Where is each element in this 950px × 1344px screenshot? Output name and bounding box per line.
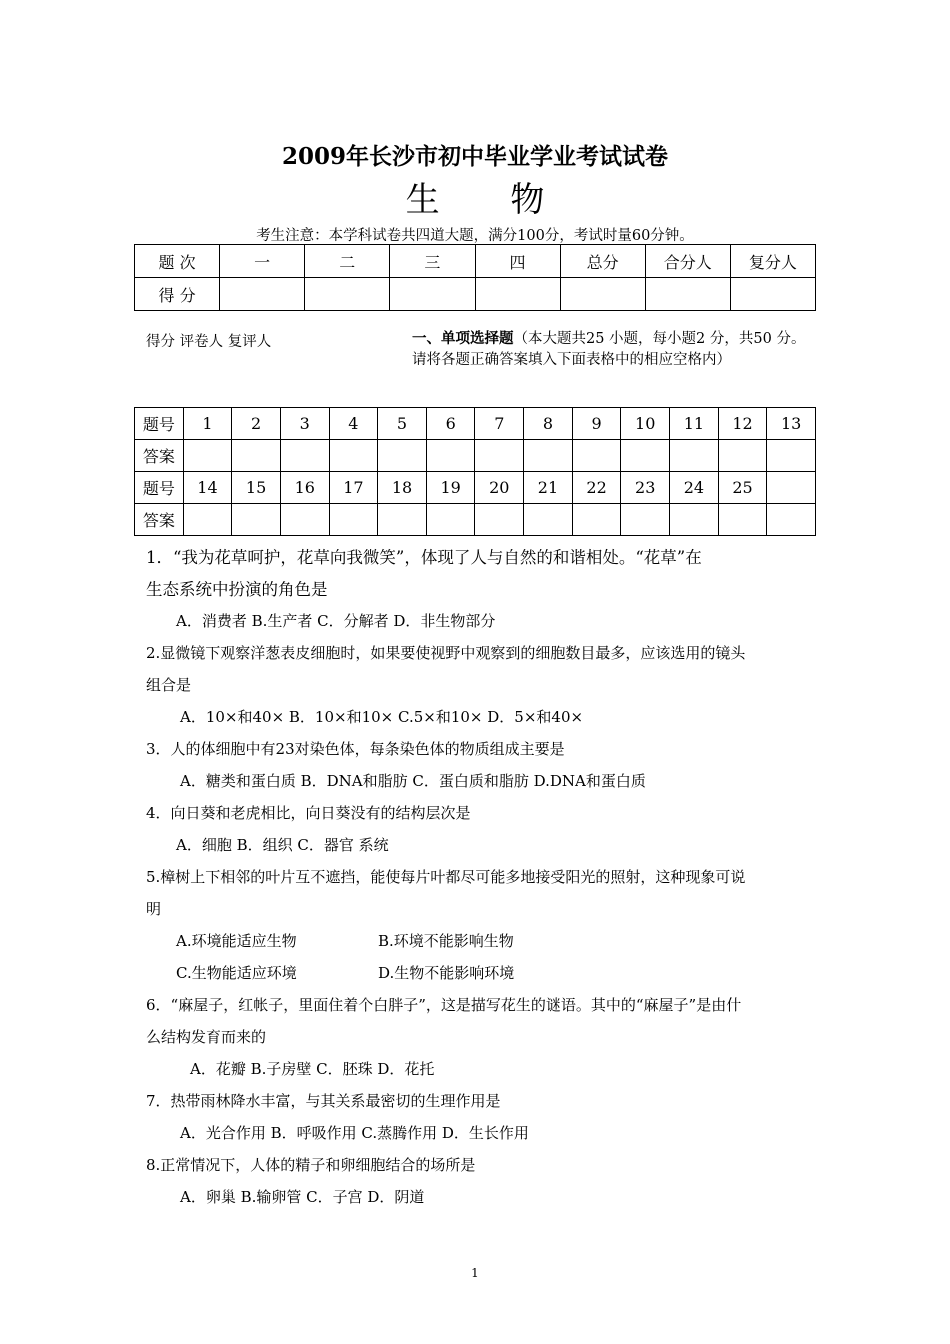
question-7-options: A．光合作用 B．呼吸作用 C.蒸腾作用 D．生长作用	[180, 1124, 529, 1142]
answer-table-answer-row	[135, 504, 816, 536]
answer-label: 答案	[135, 504, 184, 536]
question-2-options: A．10×和40× B．10×和10× C.5×和10× D．5×和40×	[180, 708, 584, 726]
answer-label: 答案	[135, 440, 184, 472]
qnum-cell: 25	[718, 472, 767, 504]
qnum-cell: 20	[475, 472, 524, 504]
answer-cell[interactable]	[183, 440, 232, 472]
question-5-option-a: A.环境能适应生物	[176, 932, 297, 950]
question-6-options: A．花瓣 B.子房壁 C．胚珠 D．花托	[190, 1060, 435, 1078]
answer-cell[interactable]	[232, 504, 281, 536]
exam-notice: 考生注意：本学科试卷共四道大题，满分100分，考试时量60分钟。	[256, 228, 694, 244]
answer-cell[interactable]	[280, 504, 329, 536]
answer-table-qnum-row	[135, 472, 816, 504]
answer-table-answer-row	[135, 440, 816, 472]
qnum-cell: 23	[621, 472, 670, 504]
answer-cell[interactable]	[378, 504, 427, 536]
answer-cell[interactable]	[329, 504, 378, 536]
qnum-label: 题号	[135, 472, 184, 504]
section1-title: 一、单项选择题	[412, 330, 514, 347]
qnum-cell: 18	[378, 472, 427, 504]
qnum-cell: 13	[767, 408, 816, 440]
section1-desc2: 请将各题正确答案填入下面表格中的相应空格内）	[412, 352, 731, 368]
score-row-label: 得 分	[135, 278, 220, 311]
score-cell[interactable]	[730, 278, 815, 311]
score-header-cell: 总分	[560, 245, 645, 278]
exam-subject: 生 物	[405, 180, 575, 220]
answer-cell[interactable]	[183, 504, 232, 536]
answer-table-qnum-row	[135, 408, 816, 440]
qnum-cell: 9	[572, 408, 621, 440]
answer-cell[interactable]	[572, 504, 621, 536]
question-4-options: A．细胞 B．组织 C．器官 系统	[176, 836, 389, 854]
page-number: 1	[471, 1266, 479, 1280]
score-cell[interactable]	[475, 278, 560, 311]
qnum-cell: 17	[329, 472, 378, 504]
answer-cell[interactable]	[524, 440, 573, 472]
qnum-cell: 8	[524, 408, 573, 440]
answer-table	[134, 407, 816, 536]
question-1-line1: 1．“我为花草呵护，花草向我微笑”，体现了人与自然的和谐相处。“花草”在	[146, 548, 702, 567]
answer-cell[interactable]	[329, 440, 378, 472]
answer-cell[interactable]	[572, 440, 621, 472]
score-cell[interactable]	[560, 278, 645, 311]
qnum-cell: 7	[475, 408, 524, 440]
qnum-cell: 6	[426, 408, 475, 440]
answer-cell[interactable]	[280, 440, 329, 472]
qnum-label: 题号	[135, 408, 184, 440]
qnum-cell: 19	[426, 472, 475, 504]
grader-labels: 得分 评卷人 复评人	[146, 334, 272, 350]
qnum-cell: 3	[280, 408, 329, 440]
question-2-line2: 组合是	[146, 676, 192, 694]
qnum-cell: 21	[524, 472, 573, 504]
question-5-option-c: C.生物能适应环境	[176, 964, 297, 982]
question-6-line1: 6．“麻屋子，红帐子，里面住着个白胖子”，这是描写花生的谜语。其中的“麻屋子”是由什	[146, 996, 742, 1014]
qnum-cell: 2	[232, 408, 281, 440]
answer-cell[interactable]	[232, 440, 281, 472]
question-5-option-d: D.生物不能影响环境	[378, 964, 515, 982]
answer-cell[interactable]	[475, 504, 524, 536]
question-3-line1: 3．人的体细胞中有23对染色体，每条染色体的物质组成主要是	[146, 740, 565, 758]
question-4-line1: 4．向日葵和老虎相比，向日葵没有的结构层次是	[146, 804, 471, 822]
qnum-cell: 10	[621, 408, 670, 440]
score-header-cell: 二	[305, 245, 390, 278]
qnum-cell: 16	[280, 472, 329, 504]
answer-cell[interactable]	[670, 440, 719, 472]
answer-cell[interactable]	[524, 504, 573, 536]
question-5-line1: 5.樟树上下相邻的叶片互不遮挡，能使每片叶都尽可能多地接受阳光的照射，这种现象可说	[146, 868, 746, 886]
qnum-cell: 1	[183, 408, 232, 440]
score-header-cell: 复分人	[730, 245, 815, 278]
score-header-cell: 一	[220, 245, 305, 278]
question-3-options: A．糖类和蛋白质 B．DNA和脂肪 C．蛋白质和脂肪 D.DNA和蛋白质	[180, 772, 646, 790]
question-2-line1: 2.显微镜下观察洋葱表皮细胞时，如果要使视野中观察到的细胞数目最多，应该选用的镜头	[146, 644, 746, 662]
question-5-line2: 明	[146, 900, 162, 918]
score-cell[interactable]	[645, 278, 730, 311]
score-cell[interactable]	[390, 278, 475, 311]
question-1-line2: 生态系统中扮演的角色是	[146, 580, 328, 599]
qnum-cell: 24	[670, 472, 719, 504]
question-8-line1: 8.正常情况下，人体的精子和卵细胞结合的场所是	[146, 1156, 476, 1174]
question-6-line2: 么结构发育而来的	[146, 1028, 267, 1046]
answer-cell[interactable]	[670, 504, 719, 536]
question-7-line1: 7．热带雨林降水丰富，与其关系最密切的生理作用是	[146, 1092, 501, 1110]
qnum-cell: 4	[329, 408, 378, 440]
score-header-cell: 合分人	[645, 245, 730, 278]
qnum-cell: 22	[572, 472, 621, 504]
qnum-cell	[767, 472, 816, 504]
question-8-options: A．卵巢 B.输卵管 C．子宫 D．阴道	[180, 1188, 425, 1206]
score-header-cell: 四	[475, 245, 560, 278]
answer-cell[interactable]	[621, 440, 670, 472]
answer-cell[interactable]	[767, 440, 816, 472]
section1-heading	[412, 328, 842, 371]
answer-cell[interactable]	[718, 504, 767, 536]
exam-title: 2009年长沙市初中毕业学业考试试卷	[281, 143, 668, 170]
qnum-cell: 12	[718, 408, 767, 440]
score-header-cell: 三	[390, 245, 475, 278]
question-5-option-b: B.环境不能影响生物	[378, 932, 514, 950]
score-cell[interactable]	[220, 278, 305, 311]
answer-cell[interactable]	[475, 440, 524, 472]
question-1-options: A．消费者 B.生产者 C．分解者 D．非生物部分	[176, 612, 496, 630]
answer-cell[interactable]	[426, 440, 475, 472]
answer-cell[interactable]	[718, 440, 767, 472]
score-table	[134, 244, 816, 311]
answer-cell[interactable]	[426, 504, 475, 536]
score-table-score-row	[135, 278, 816, 311]
qnum-cell: 14	[183, 472, 232, 504]
answer-cell[interactable]	[621, 504, 670, 536]
qnum-cell: 15	[232, 472, 281, 504]
score-table-header-row	[135, 245, 816, 278]
answer-cell[interactable]	[767, 504, 816, 536]
qnum-cell: 11	[670, 408, 719, 440]
section1-desc1: （本大题共25 小题，每小题2 分，共50 分。	[513, 331, 806, 347]
answer-cell[interactable]	[378, 440, 427, 472]
score-cell[interactable]	[305, 278, 390, 311]
qnum-cell: 5	[378, 408, 427, 440]
score-header-cell: 题 次	[135, 245, 220, 278]
